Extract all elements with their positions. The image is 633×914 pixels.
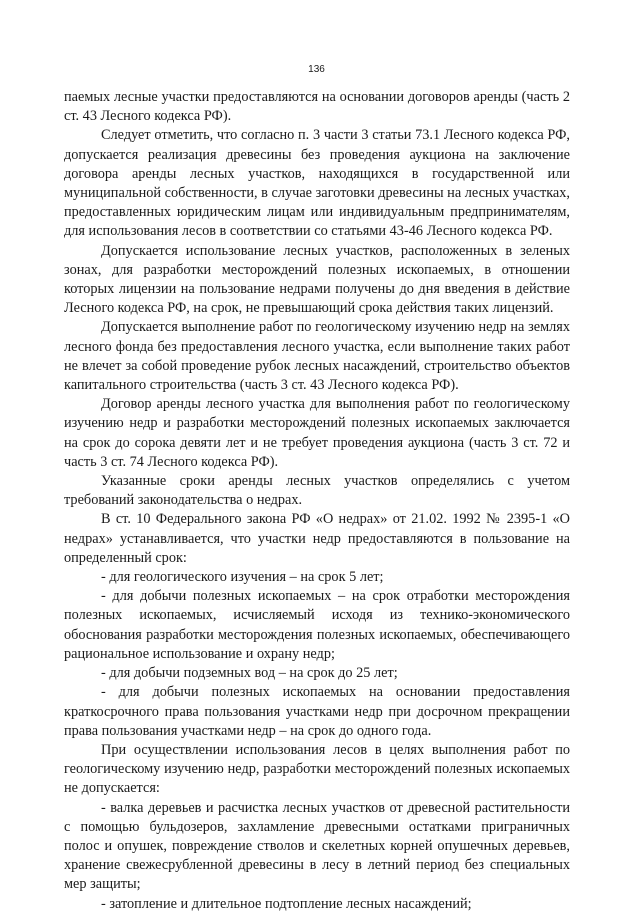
document-body xyxy=(64,88,570,914)
paragraph: Допускается использование лесных участков, расположенных в зеленых зонах, для разработки месторождений полезных ископаемых, в отношении которых лицензии на пользование недрами получены до дня введения в действие Лесного кодекса РФ, на срок, не превышающий срока действия таких лицензий. xyxy=(64,242,570,317)
list-item: - затопление и длительное подтопление лесных насаждений; xyxy=(101,895,472,912)
paragraph: Договор аренды лесного участка для выполнения работ по геологическому изучению недр и разработки месторождений полезных ископаемых заключается на срок до сорока девяти лет и не требует проведения аукциона (часть 3 ст. 72 и часть 3 ст. 74 Лесного кодекса РФ). xyxy=(64,396,570,470)
paragraph: Указанные сроки аренды лесных участков определялись с учетом требований законодательства о недрах. xyxy=(64,473,570,509)
list-item: - валка деревьев и расчистка лесных участков от древесной растительности с помощью бульдозеров, захламление древесными остатками приграничных полос и опушек, повреждение стволов и скелетных корней опушечных деревьев, хранение свежесрубленной древесины в лесу в летний период без специальных мер защиты; xyxy=(64,799,570,893)
paragraph: Допускается выполнение работ по геологическому изучению недр на землях лесного фонда без предоставления лесного участка, если выполнение таких работ не влечет за собой проведение рубок лесных насаждений, строительство объектов капитального строительства (часть 3 ст. 43 Лесного кодекса РФ). xyxy=(64,319,570,394)
list-item: - для добычи подземных вод – на срок до 25 лет; xyxy=(101,665,398,682)
paragraph: В ст. 10 Федерального закона РФ «О недрах» от 21.02. 1992 № 2395-1 «О недрах» устанавливается, что участки недр предоставляются в пользование на определенный срок: xyxy=(64,511,570,566)
page-number: 136 xyxy=(308,64,325,75)
list-item: - для добычи полезных ископаемых – на срок отработки месторождения полезных ископаемых, исчисляемый исходя из технико-экономического обоснования разработки месторождения полезных ископаемых, обеспечивающего рациональное использование и охрану недр; xyxy=(64,588,570,662)
paragraph: При осуществлении использования лесов в целях выполнения работ по геологическому изучению недр, разработки месторождений полезных ископаемых не допускается: xyxy=(64,741,570,797)
list-item: - для геологического изучения – на срок 5 лет; xyxy=(101,569,384,586)
paragraph: Следует отметить, что согласно п. 3 части 3 статьи 73.1 Лесного кодекса РФ, допускается реализация древесины без проведения аукциона на заключение договора аренды лесных участков, находящихся в государственной или муниципальной собственности, в случае заготовки древесины на лесных участках, предоставленных юридическим лицам или индивидуальным предпринимателям, для использования лесов в соответствии со статьями 43-46 Лесного кодекса РФ. xyxy=(64,127,570,240)
paragraph-continuation: паемых лесные участки предоставляются на основании договоров аренды (часть 2 ст. 43 Лесного кодекса РФ). xyxy=(64,89,570,125)
list-item: - для добычи полезных ископаемых на основании предоставления краткосрочного права пользования участками недр при досрочном прекращении права пользования участками недр – на срок до одного года. xyxy=(64,684,570,739)
